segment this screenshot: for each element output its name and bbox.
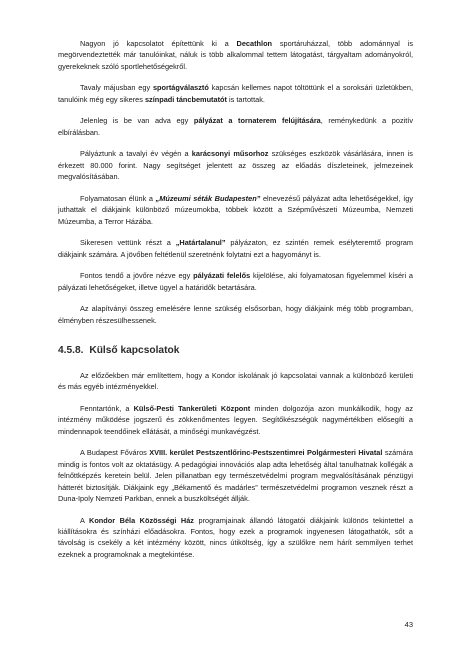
- paragraph: [58, 115, 413, 138]
- section-title: Külső kapcsolatok: [89, 345, 180, 357]
- emphasized-text: színpadi táncbemutatót: [144, 94, 227, 104]
- text-run: , reménykedünk a pozitív elbírálásban.: [58, 116, 414, 137]
- paragraph: [58, 370, 413, 393]
- text-run: Fontos tendő a jövőre nézve egy: [80, 271, 194, 281]
- page-number: 43: [404, 620, 413, 629]
- text-run: pályázaton, ez szintén remek esélyteremtő program diákjaink számára. A jövőben feltétlenül szeretnénk folytatni ezt a hagyományt is.: [58, 238, 413, 259]
- emphasized-text: „Határtalanul”: [175, 238, 226, 248]
- paragraphs-bottom: [58, 370, 413, 560]
- text-run: számára mindig is fontos volt az oktatásügy. A pedagógiai innovációs alap adta lehetőség által tanulhatnak kollégák a felnőttképzés keretein belül. Jelen pillanatban egy természetvédelmi program megvalósításának pénzügyi hátterét biztosítják. Diákjaink egy „Békamentő és madárles” természetvédelmi programon vesznek részt a Duna-Ipoly Nemzeti Parkban, ennek a buszköltségét állják.: [58, 448, 413, 504]
- text-run: Az előzőekben már említettem, hogy a Kondor iskolának jó kapcsolatai vannak a különböző kerületi és más egyéb intézményekkel.: [58, 371, 413, 392]
- paragraph: [58, 403, 413, 437]
- emphasized-text: pályázati felelős: [193, 271, 251, 281]
- text-run: Jelenleg is be van adva egy: [80, 116, 194, 126]
- text-run: Tavaly májusban egy: [80, 83, 153, 93]
- text-run: minden dolgozója azon munkálkodik, hogy az intézmény működése jogszerű és zökkenőmentes legyen. Segítőkészségük nagymértékben elősegíti a mindennapok teendőinek ellátását, a minőségi munkavégzést.: [58, 404, 413, 436]
- text-run: A: [80, 515, 90, 525]
- text-run: A Budapest Főváros: [80, 448, 150, 458]
- emphasized-text: Decathlon: [236, 39, 273, 48]
- text-run: Az alapítványi összeg emelésére lenne szükség elsősorban, hogy diákjaink még több programban, élményben részesülhessenek.: [58, 304, 413, 325]
- paragraph: [58, 515, 413, 561]
- emphasized-text: Külső-Pesti Tankerületi Központ: [133, 404, 251, 414]
- text-run: szükséges eszközök vásárlására, innen is érkezett 80.000 forint. Nagy segítséget jelentett az összeg az előadás díszleteinek, jelmezeinek megvalósításában.: [58, 149, 413, 182]
- text-run: Fenntartónk, a: [80, 404, 134, 414]
- text-run: elnevezésű pályázat adta lehetőségekkel, így juthattak el diákjaink különböző múzeumokba, többek között a Szépművészeti Múzeumba, Nemzeti Múzeumba, a Terror Házába.: [58, 193, 413, 226]
- text-run: Nagyon jó kapcsolatot építettünk ki a: [80, 39, 237, 48]
- paragraph: [58, 270, 413, 293]
- paragraph: [58, 82, 413, 105]
- emphasized-text: XVIII. kerület Pestszentlőrinc-Pestszentimrei Polgármesteri Hivatal: [149, 448, 383, 458]
- text-run: is tartottak.: [226, 94, 265, 104]
- paragraph: [58, 193, 413, 227]
- emphasized-text: karácsonyi műsorhoz: [191, 149, 269, 159]
- text-run: Sikeresen vettünk részt a: [80, 238, 176, 248]
- paragraph: [58, 447, 413, 504]
- text-run: sportáruházzal, több adománnyal is megörvendeztették már tanulóinkat, náluk is több alkalommal tettem látogatást, tárgyaltam adományokról, gyerekeknek szóló sportlehetőségekről.: [58, 39, 414, 71]
- paragraph: [58, 303, 413, 326]
- text-run: kapcsán kellemes napot töltöttünk el a soroksári üzletükben, tanulóink még egy sikeres: [58, 83, 414, 104]
- emphasized-text: pályázat a tornaterem felújítására: [193, 116, 321, 126]
- emphasized-text: sportágválasztó: [152, 83, 209, 93]
- section-number: 4.5.8.: [58, 345, 84, 357]
- emphasized-text: Kondor Béla Közösségi Ház: [89, 515, 194, 525]
- paragraph: [58, 38, 413, 72]
- text-run: programjainak állandó látogatói diákjaink különös tekintettel a kiállításokra és színházi előadásokra. Fontos, hogy ezek a programok ingyenesen látogathatók, sőt a távolság is csekély a két intézmény között, nincs útiköltség, így a szülőkre nem hárít semmilyen terhet ezeknek a programoknak a megtekintése.: [58, 515, 413, 559]
- paragraph: [58, 237, 413, 260]
- emphasized-text: „Múzeumi séták Budapesten”: [155, 193, 261, 203]
- text-run: kijelölése, aki folyamatosan figyelemmel kíséri a pályázati lehetőségeket, illetve ügyel a határidők betartására.: [58, 271, 413, 292]
- section-heading: [58, 344, 413, 357]
- text-run: Folyamatosan élünk a: [80, 193, 156, 203]
- paragraphs-top: [58, 38, 413, 326]
- paragraph: [58, 148, 413, 182]
- text-run: Pályáztunk a tavalyi év végén a: [80, 149, 192, 159]
